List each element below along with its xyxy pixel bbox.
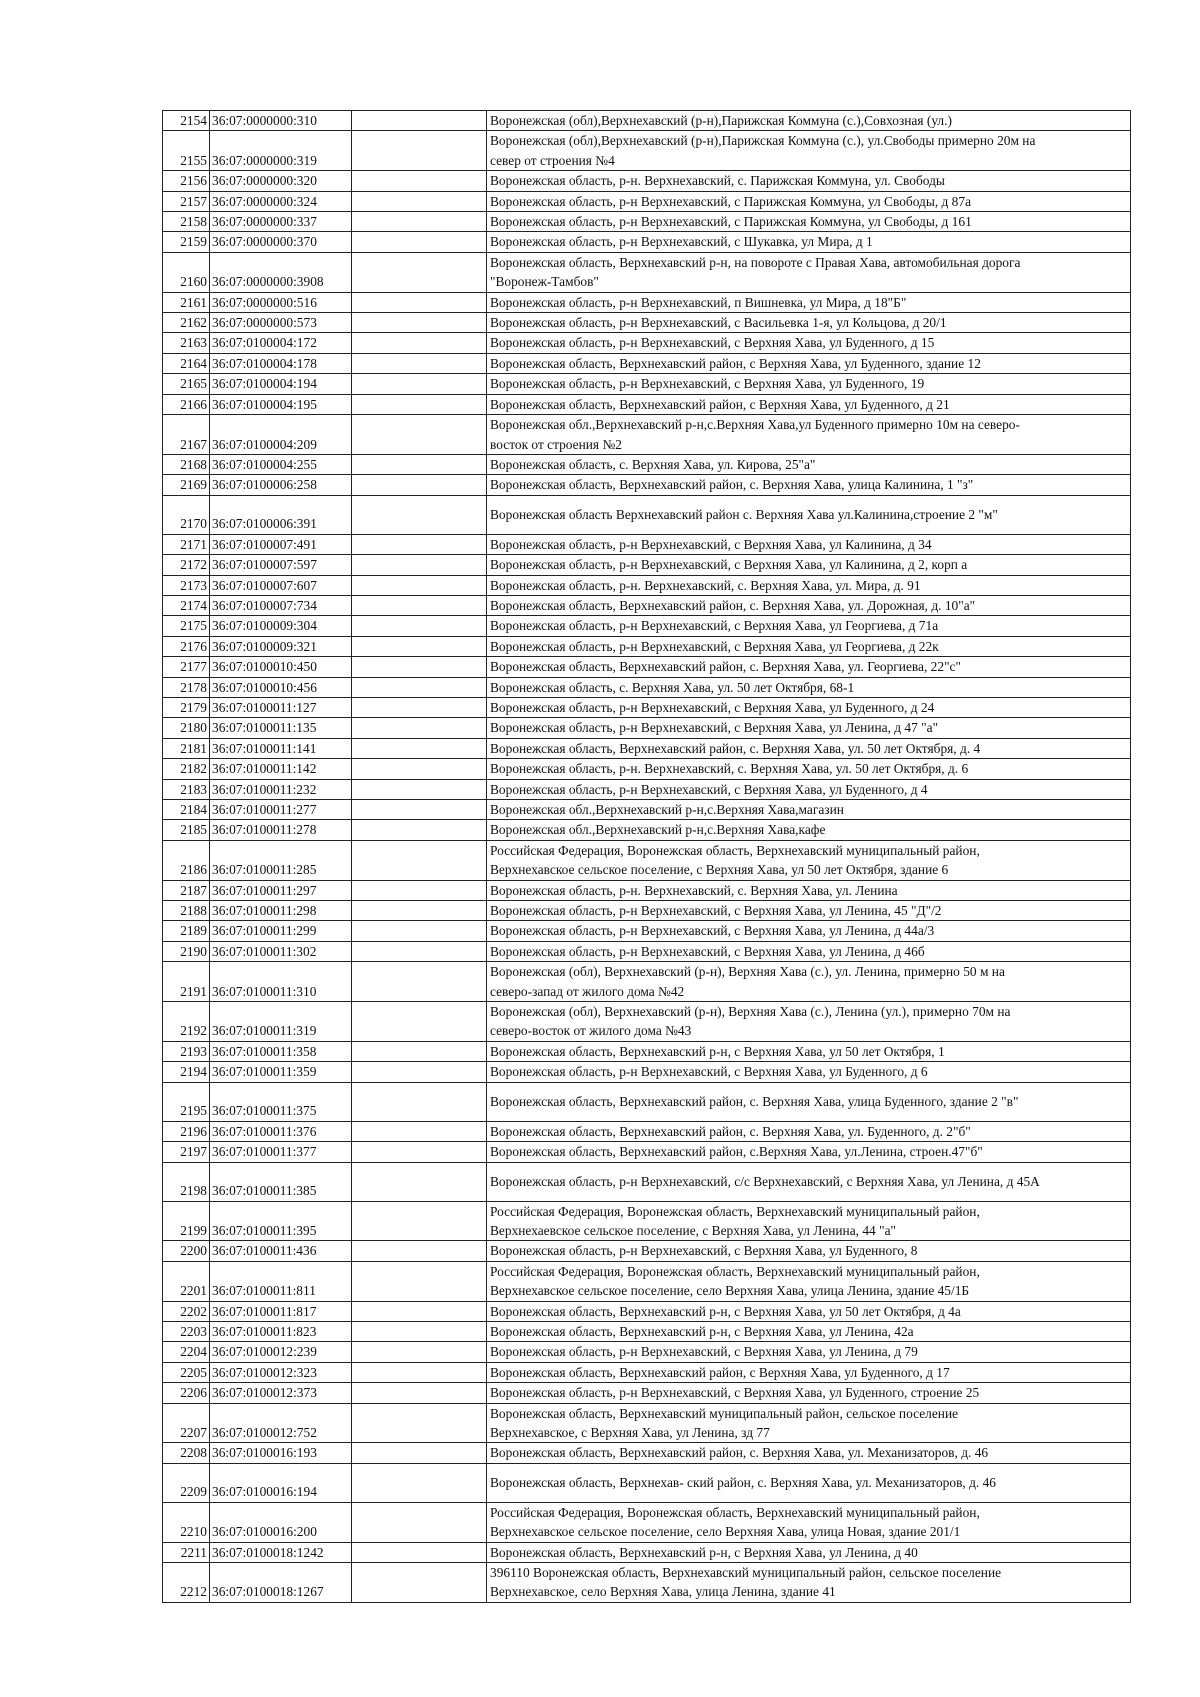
address-cell: Воронежская область, с. Верхняя Хава, ул. Кирова, 25"а": [487, 454, 1131, 474]
row-number-cell: 2206: [163, 1383, 210, 1403]
address-cell: Воронежская область, Верхнехавский район, с.Верхняя Хава, ул.Ленина, строен.47"б": [487, 1142, 1131, 1162]
address-cell: Воронежская область, р-н Верхнехавский, с Верхняя Хава, ул Ленина, д 44а/3: [487, 921, 1131, 941]
registry-table-body: [163, 111, 1131, 1603]
table-row: [163, 941, 1131, 961]
cadastral-number-cell: 36:07:0100011:358: [210, 1041, 352, 1061]
address-cell: Воронежская область, р-н Верхнехавский, с Верхняя Хава, ул Ленина, д 79: [487, 1342, 1131, 1362]
address-cell: Воронежская область, Верхнехавский район, с Верхняя Хава, ул Буденного, д 21: [487, 394, 1131, 414]
cadastral-number-cell: 36:07:0100011:375: [210, 1082, 352, 1121]
cadastral-number-cell: 36:07:0100007:734: [210, 595, 352, 615]
address-cell: Воронежская (обл), Верхнехавский (р-н), Верхняя Хава (с.), Ленина (ул.), примерно 70м на северо-восток от жилого дома №43: [487, 1002, 1131, 1042]
cadastral-number-cell: 36:07:0100011:142: [210, 759, 352, 779]
empty-cell: [352, 1002, 487, 1042]
empty-cell: [352, 232, 487, 252]
empty-cell: [352, 1301, 487, 1321]
empty-cell: [352, 595, 487, 615]
address-cell: Воронежская область, Верхнехавский район, с Верхняя Хава, ул Буденного, здание 12: [487, 353, 1131, 373]
table-row: [163, 1002, 1131, 1042]
cadastral-number-cell: 36:07:0100016:194: [210, 1463, 352, 1502]
table-row: [163, 534, 1131, 554]
address-cell: Воронежская область, р-н. Верхнехавский, с. Верхняя Хава, ул. Мира, д. 91: [487, 575, 1131, 595]
table-row: [163, 759, 1131, 779]
empty-cell: [352, 575, 487, 595]
empty-cell: [352, 131, 487, 171]
row-number-cell: 2176: [163, 636, 210, 656]
table-row: [163, 880, 1131, 900]
table-row: [163, 232, 1131, 252]
empty-cell: [352, 212, 487, 232]
row-number-cell: 2207: [163, 1403, 210, 1443]
row-number-cell: 2156: [163, 171, 210, 191]
address-cell: Воронежская область, р-н Верхнехавский, п Вишневка, ул Мира, д 18"Б": [487, 292, 1131, 312]
row-number-cell: 2185: [163, 820, 210, 840]
address-cell: Воронежская область, с. Верхняя Хава, ул. 50 лет Октября, 68-1: [487, 677, 1131, 697]
row-number-cell: 2164: [163, 353, 210, 373]
table-row: [163, 1542, 1131, 1562]
empty-cell: [352, 191, 487, 211]
address-cell: Воронежская область, Верхнехавский район, с. Верхняя Хава, улица Калинина, 1 "з": [487, 475, 1131, 495]
table-row: [163, 171, 1131, 191]
address-cell: Воронежская область, р-н Верхнехавский, с Верхняя Хава, ул Буденного, д 4: [487, 779, 1131, 799]
row-number-cell: 2168: [163, 454, 210, 474]
empty-cell: [352, 1041, 487, 1061]
address-cell: Российская Федерация, Воронежская область, Верхнехавский муниципальный район, Верхнехавское сельское поселение, село Верхняя Хава, улица Ленина, здание 45/1Б: [487, 1261, 1131, 1301]
row-number-cell: 2209: [163, 1463, 210, 1502]
address-cell: Воронежская область, р-н Верхнехавский, с Верхняя Хава, ул Георгиева, д 22к: [487, 636, 1131, 656]
table-row: [163, 353, 1131, 373]
cadastral-number-cell: 36:07:0000000:370: [210, 232, 352, 252]
cadastral-number-cell: 36:07:0000000:324: [210, 191, 352, 211]
table-row: [163, 595, 1131, 615]
address-cell: Воронежская область, р-н. Верхнехавский, с. Верхняя Хава, ул. 50 лет Октября, д. 6: [487, 759, 1131, 779]
table-row: [163, 495, 1131, 534]
empty-cell: [352, 394, 487, 414]
cadastral-number-cell: 36:07:0100018:1242: [210, 1542, 352, 1562]
cadastral-number-cell: 36:07:0000000:3908: [210, 252, 352, 292]
row-number-cell: 2160: [163, 252, 210, 292]
empty-cell: [352, 840, 487, 880]
table-row: [163, 901, 1131, 921]
cadastral-number-cell: 36:07:0100011:297: [210, 880, 352, 900]
cadastral-number-cell: 36:07:0000000:516: [210, 292, 352, 312]
empty-cell: [352, 718, 487, 738]
row-number-cell: 2179: [163, 697, 210, 717]
empty-cell: [352, 759, 487, 779]
cadastral-number-cell: 36:07:0100016:193: [210, 1443, 352, 1463]
cadastral-number-cell: 36:07:0100007:597: [210, 555, 352, 575]
address-cell: Воронежская область, р-н Верхнехавский, с Парижская Коммуна, ул Свободы, д 87а: [487, 191, 1131, 211]
address-cell: Воронежская область, р-н Верхнехавский, с Верхняя Хава, ул Ленина, д 46б: [487, 941, 1131, 961]
row-number-cell: 2199: [163, 1201, 210, 1241]
empty-cell: [352, 495, 487, 534]
empty-cell: [352, 1162, 487, 1201]
row-number-cell: 2195: [163, 1082, 210, 1121]
table-row: [163, 475, 1131, 495]
empty-cell: [352, 1142, 487, 1162]
table-row: [163, 131, 1131, 171]
address-cell: Воронежская область, Верхнехавский район, с. Верхняя Хава, ул. 50 лет Октября, д. 4: [487, 738, 1131, 758]
empty-cell: [352, 1403, 487, 1443]
row-number-cell: 2162: [163, 313, 210, 333]
row-number-cell: 2197: [163, 1142, 210, 1162]
cadastral-number-cell: 36:07:0100012:323: [210, 1362, 352, 1382]
table-row: [163, 575, 1131, 595]
address-cell: Воронежская область, р-н Верхнехавский, с Шукавка, ул Мира, д 1: [487, 232, 1131, 252]
table-row: [163, 636, 1131, 656]
empty-cell: [352, 657, 487, 677]
cadastral-number-cell: 36:07:0100011:127: [210, 697, 352, 717]
table-row: [163, 840, 1131, 880]
empty-cell: [352, 1463, 487, 1502]
cadastral-number-cell: 36:07:0100011:302: [210, 941, 352, 961]
cadastral-number-cell: 36:07:0100011:319: [210, 1002, 352, 1042]
table-row: [163, 1342, 1131, 1362]
cadastral-number-cell: 36:07:0100004:255: [210, 454, 352, 474]
cadastral-number-cell: 36:07:0100011:299: [210, 921, 352, 941]
address-cell: Воронежская область, Верхнехав- ский район, с. Верхняя Хава, ул. Механизаторов, д. 46: [487, 1463, 1131, 1502]
cadastral-number-cell: 36:07:0100009:321: [210, 636, 352, 656]
row-number-cell: 2163: [163, 333, 210, 353]
cadastral-number-cell: 36:07:0100011:298: [210, 901, 352, 921]
row-number-cell: 2166: [163, 394, 210, 414]
empty-cell: [352, 555, 487, 575]
empty-cell: [352, 353, 487, 373]
table-row: [163, 718, 1131, 738]
row-number-cell: 2198: [163, 1162, 210, 1201]
row-number-cell: 2158: [163, 212, 210, 232]
cadastral-number-cell: 36:07:0100004:195: [210, 394, 352, 414]
cadastral-number-cell: 36:07:0000000:320: [210, 171, 352, 191]
empty-cell: [352, 1261, 487, 1301]
row-number-cell: 2211: [163, 1542, 210, 1562]
empty-cell: [352, 1542, 487, 1562]
cadastral-number-cell: 36:07:0100018:1267: [210, 1563, 352, 1603]
cadastral-number-cell: 36:07:0100011:135: [210, 718, 352, 738]
empty-cell: [352, 415, 487, 455]
table-row: [163, 1162, 1131, 1201]
row-number-cell: 2170: [163, 495, 210, 534]
cadastral-number-cell: 36:07:0100009:304: [210, 616, 352, 636]
row-number-cell: 2178: [163, 677, 210, 697]
address-cell: Российская Федерация, Воронежская область, Верхнехавский муниципальный район, Верхнехаевское сельское поселение, с Верхняя Хава, ул Ленина, 44 "а": [487, 1201, 1131, 1241]
table-row: [163, 415, 1131, 455]
address-cell: Воронежская область, р-н Верхнехавский, с Верхняя Хава, ул Буденного, 8: [487, 1241, 1131, 1261]
cadastral-number-cell: 36:07:0100011:385: [210, 1162, 352, 1201]
address-cell: Воронежская область, Верхнехавский р-н, с Верхняя Хава, ул 50 лет Октября, 1: [487, 1041, 1131, 1061]
row-number-cell: 2174: [163, 595, 210, 615]
address-cell: Воронежская область, р-н Верхнехавский, с Верхняя Хава, ул Ленина, д 47 "а": [487, 718, 1131, 738]
address-cell: Воронежская (обл),Верхнехавский (р-н),Парижская Коммуна (с.),Совхозная (ул.): [487, 111, 1131, 131]
row-number-cell: 2154: [163, 111, 210, 131]
cadastral-number-cell: 36:07:0100011:359: [210, 1062, 352, 1082]
table-row: [163, 1403, 1131, 1443]
address-cell: Воронежская область, р-н Верхнехавский, с Верхняя Хава, ул Буденного, д 6: [487, 1062, 1131, 1082]
cadastral-number-cell: 36:07:0100011:232: [210, 779, 352, 799]
cadastral-number-cell: 36:07:0100011:395: [210, 1201, 352, 1241]
address-cell: Воронежская (обл),Верхнехавский (р-н),Парижская Коммуна (с.), ул.Свободы примерно 20м на север от строения №4: [487, 131, 1131, 171]
row-number-cell: 2183: [163, 779, 210, 799]
cadastral-number-cell: 36:07:0000000:310: [210, 111, 352, 131]
row-number-cell: 2159: [163, 232, 210, 252]
cadastral-number-cell: 36:07:0100012:239: [210, 1342, 352, 1362]
empty-cell: [352, 738, 487, 758]
empty-cell: [352, 1443, 487, 1463]
address-cell: Российская Федерация, Воронежская область, Верхнехавский муниципальный район, Верхнехавское сельское поселение, село Верхняя Хава, улица Новая, здание 201/1: [487, 1502, 1131, 1542]
address-cell: Воронежская область, Верхнехавский р-н, с Верхняя Хава, ул Ленина, д 40: [487, 1542, 1131, 1562]
row-number-cell: 2161: [163, 292, 210, 312]
cadastral-number-cell: 36:07:0100006:258: [210, 475, 352, 495]
address-cell: Воронежская область, р-н Верхнехавский, с Васильевка 1-я, ул Кольцова, д 20/1: [487, 313, 1131, 333]
address-cell: Воронежская область, р-н Верхнехавский, с Верхняя Хава, ул Георгиева, д 71а: [487, 616, 1131, 636]
address-cell: Воронежская область, р-н Верхнехавский, с Верхняя Хава, ул Калинина, д 2, корп а: [487, 555, 1131, 575]
empty-cell: [352, 921, 487, 941]
table-row: [163, 1241, 1131, 1261]
row-number-cell: 2175: [163, 616, 210, 636]
empty-cell: [352, 313, 487, 333]
table-row: [163, 1362, 1131, 1382]
address-cell: Воронежская область, р-н Верхнехавский, с Верхняя Хава, ул Буденного, д 15: [487, 333, 1131, 353]
cadastral-number-cell: 36:07:0100011:823: [210, 1321, 352, 1341]
address-cell: Воронежская область, Верхнехавский р-н, на повороте с Правая Хава, автомобильная дорога "Воронеж-Тамбов": [487, 252, 1131, 292]
row-number-cell: 2169: [163, 475, 210, 495]
row-number-cell: 2191: [163, 962, 210, 1002]
empty-cell: [352, 171, 487, 191]
row-number-cell: 2186: [163, 840, 210, 880]
address-cell: Воронежская область, р-н Верхнехавский, с Верхняя Хава, ул Буденного, 19: [487, 374, 1131, 394]
table-row: [163, 1563, 1131, 1603]
row-number-cell: 2167: [163, 415, 210, 455]
row-number-cell: 2200: [163, 1241, 210, 1261]
empty-cell: [352, 677, 487, 697]
table-row: [163, 1062, 1131, 1082]
row-number-cell: 2189: [163, 921, 210, 941]
table-row: [163, 1301, 1131, 1321]
empty-cell: [352, 454, 487, 474]
table-row: [163, 1502, 1131, 1542]
empty-cell: [352, 697, 487, 717]
cadastral-number-cell: 36:07:0100011:310: [210, 962, 352, 1002]
cadastral-number-cell: 36:07:0000000:573: [210, 313, 352, 333]
row-number-cell: 2210: [163, 1502, 210, 1542]
cadastral-number-cell: 36:07:0100011:278: [210, 820, 352, 840]
cadastral-number-cell: 36:07:0100007:491: [210, 534, 352, 554]
cadastral-number-cell: 36:07:0100011:436: [210, 1241, 352, 1261]
row-number-cell: 2201: [163, 1261, 210, 1301]
table-row: [163, 555, 1131, 575]
row-number-cell: 2165: [163, 374, 210, 394]
table-row: [163, 779, 1131, 799]
address-cell: Воронежская область, Верхнехавский р-н, с Верхняя Хава, ул 50 лет Октября, д 4а: [487, 1301, 1131, 1321]
row-number-cell: 2182: [163, 759, 210, 779]
address-cell: Воронежская область, Верхнехавский район, с. Верхняя Хава, ул. Дорожная, д. 10"а": [487, 595, 1131, 615]
address-cell: Воронежская обл.,Верхнехавский р-н,с.Верхняя Хава,ул Буденного примерно 10м на северо- восток от строения №2: [487, 415, 1131, 455]
cadastral-number-cell: 36:07:0100004:172: [210, 333, 352, 353]
empty-cell: [352, 941, 487, 961]
table-row: [163, 921, 1131, 941]
table-row: [163, 313, 1131, 333]
empty-cell: [352, 1201, 487, 1241]
table-row: [163, 111, 1131, 131]
address-cell: Воронежская область, р-н. Верхнехавский, с. Верхняя Хава, ул. Ленина: [487, 880, 1131, 900]
cadastral-number-cell: 36:07:0100004:209: [210, 415, 352, 455]
table-row: [163, 252, 1131, 292]
empty-cell: [352, 1383, 487, 1403]
table-row: [163, 962, 1131, 1002]
row-number-cell: 2208: [163, 1443, 210, 1463]
empty-cell: [352, 962, 487, 1002]
address-cell: Воронежская область, р-н. Верхнехавский, с. Парижская Коммуна, ул. Свободы: [487, 171, 1131, 191]
table-row: [163, 212, 1131, 232]
table-row: [163, 1261, 1131, 1301]
row-number-cell: 2181: [163, 738, 210, 758]
address-cell: Воронежская область Верхнехавский район с. Верхняя Хава ул.Калинина,строение 2 "м": [487, 495, 1131, 534]
empty-cell: [352, 901, 487, 921]
cadastral-number-cell: 36:07:0100016:200: [210, 1502, 352, 1542]
address-cell: Воронежская область, р-н Верхнехавский, с Верхняя Хава, ул Буденного, д 24: [487, 697, 1131, 717]
cadastral-number-cell: 36:07:0100010:456: [210, 677, 352, 697]
table-row: [163, 1321, 1131, 1341]
cadastral-number-cell: 36:07:0100011:377: [210, 1142, 352, 1162]
table-row: [163, 292, 1131, 312]
address-cell: Воронежская (обл), Верхнехавский (р-н), Верхняя Хава (с.), ул. Ленина, примерно 50 м на северо-запад от жилого дома №42: [487, 962, 1131, 1002]
address-cell: Воронежская область, р-н Верхнехавский, с Верхняя Хава, ул Калинина, д 34: [487, 534, 1131, 554]
cadastral-number-cell: 36:07:0100010:450: [210, 657, 352, 677]
empty-cell: [352, 292, 487, 312]
address-cell: Воронежская область, Верхнехавский район, с. Верхняя Хава, ул. Георгиева, 22"с": [487, 657, 1131, 677]
empty-cell: [352, 636, 487, 656]
empty-cell: [352, 252, 487, 292]
row-number-cell: 2196: [163, 1121, 210, 1141]
empty-cell: [352, 1121, 487, 1141]
cadastral-number-cell: 36:07:0000000:319: [210, 131, 352, 171]
table-row: [163, 1082, 1131, 1121]
table-row: [163, 1443, 1131, 1463]
row-number-cell: 2190: [163, 941, 210, 961]
address-cell: Воронежская область, р-н Верхнехавский, с Парижская Коммуна, ул Свободы, д 161: [487, 212, 1131, 232]
empty-cell: [352, 374, 487, 394]
address-cell: Воронежская область, Верхнехавский р-н, с Верхняя Хава, ул Ленина, 42а: [487, 1321, 1131, 1341]
row-number-cell: 2212: [163, 1563, 210, 1603]
empty-cell: [352, 534, 487, 554]
empty-cell: [352, 1342, 487, 1362]
empty-cell: [352, 1362, 487, 1382]
row-number-cell: 2184: [163, 800, 210, 820]
row-number-cell: 2193: [163, 1041, 210, 1061]
cadastral-number-cell: 36:07:0100006:391: [210, 495, 352, 534]
empty-cell: [352, 1502, 487, 1542]
row-number-cell: 2194: [163, 1062, 210, 1082]
empty-cell: [352, 1563, 487, 1603]
row-number-cell: 2188: [163, 901, 210, 921]
table-row: [163, 616, 1131, 636]
row-number-cell: 2202: [163, 1301, 210, 1321]
cadastral-number-cell: 36:07:0100011:811: [210, 1261, 352, 1301]
empty-cell: [352, 333, 487, 353]
table-row: [163, 697, 1131, 717]
address-cell: Воронежская область, р-н Верхнехавский, с/с Верхнехавский, с Верхняя Хава, ул Ленина, д 45А: [487, 1162, 1131, 1201]
empty-cell: [352, 111, 487, 131]
cadastral-number-cell: 36:07:0100011:817: [210, 1301, 352, 1321]
address-cell: Российская Федерация, Воронежская область, Верхнехавский муниципальный район, Верхнехавское сельское поселение, с Верхняя Хава, ул 50 лет Октября, здание 6: [487, 840, 1131, 880]
row-number-cell: 2204: [163, 1342, 210, 1362]
empty-cell: [352, 779, 487, 799]
table-row: [163, 191, 1131, 211]
empty-cell: [352, 1321, 487, 1341]
table-row: [163, 454, 1131, 474]
cadastral-number-cell: 36:07:0100004:194: [210, 374, 352, 394]
row-number-cell: 2172: [163, 555, 210, 575]
table-row: [163, 657, 1131, 677]
table-row: [163, 394, 1131, 414]
table-row: [163, 1383, 1131, 1403]
address-cell: Воронежская область, Верхнехавский муниципальный район, сельское поселение Верхнехавское, с Верхняя Хава, ул Ленина, зд 77: [487, 1403, 1131, 1443]
table-row: [163, 1142, 1131, 1162]
table-row: [163, 1201, 1131, 1241]
cadastral-number-cell: 36:07:0100012:373: [210, 1383, 352, 1403]
address-cell: 396110 Воронежская область, Верхнехавский муниципальный район, сельское поселение Верхнехавское, село Верхняя Хава, улица Ленина, здание 41: [487, 1563, 1131, 1603]
cadastral-number-cell: 36:07:0100011:285: [210, 840, 352, 880]
address-cell: Воронежская область, Верхнехавский район, с Верхняя Хава, ул Буденного, д 17: [487, 1362, 1131, 1382]
empty-cell: [352, 475, 487, 495]
registry-table: [162, 110, 1131, 1603]
address-cell: Воронежская область, р-н Верхнехавский, с Верхняя Хава, ул Буденного, строение 25: [487, 1383, 1131, 1403]
table-row: [163, 1463, 1131, 1502]
table-row: [163, 800, 1131, 820]
empty-cell: [352, 1241, 487, 1261]
row-number-cell: 2173: [163, 575, 210, 595]
cadastral-number-cell: 36:07:0100011:277: [210, 800, 352, 820]
row-number-cell: 2180: [163, 718, 210, 738]
empty-cell: [352, 616, 487, 636]
row-number-cell: 2203: [163, 1321, 210, 1341]
cadastral-number-cell: 36:07:0100012:752: [210, 1403, 352, 1443]
table-row: [163, 677, 1131, 697]
table-row: [163, 333, 1131, 353]
table-row: [163, 820, 1131, 840]
empty-cell: [352, 1062, 487, 1082]
table-row: [163, 374, 1131, 394]
address-cell: Воронежская область, Верхнехавский район, с. Верхняя Хава, улица Буденного, здание 2 "в": [487, 1082, 1131, 1121]
empty-cell: [352, 820, 487, 840]
address-cell: Воронежская обл.,Верхнехавский р-н,с.Верхняя Хава,кафе: [487, 820, 1131, 840]
table-row: [163, 1121, 1131, 1141]
row-number-cell: 2205: [163, 1362, 210, 1382]
cadastral-number-cell: 36:07:0100011:376: [210, 1121, 352, 1141]
address-cell: Воронежская область, Верхнехавский район, с. Верхняя Хава, ул. Механизаторов, д. 46: [487, 1443, 1131, 1463]
row-number-cell: 2155: [163, 131, 210, 171]
cadastral-number-cell: 36:07:0100007:607: [210, 575, 352, 595]
address-cell: Воронежская область, р-н Верхнехавский, с Верхняя Хава, ул Ленина, 45 "Д"/2: [487, 901, 1131, 921]
row-number-cell: 2187: [163, 880, 210, 900]
row-number-cell: 2177: [163, 657, 210, 677]
row-number-cell: 2192: [163, 1002, 210, 1042]
table-row: [163, 738, 1131, 758]
empty-cell: [352, 1082, 487, 1121]
table-row: [163, 1041, 1131, 1061]
cadastral-number-cell: 36:07:0100011:141: [210, 738, 352, 758]
row-number-cell: 2171: [163, 534, 210, 554]
empty-cell: [352, 800, 487, 820]
row-number-cell: 2157: [163, 191, 210, 211]
cadastral-number-cell: 36:07:0000000:337: [210, 212, 352, 232]
address-cell: Воронежская область, Верхнехавский район, с. Верхняя Хава, ул. Буденного, д. 2"б": [487, 1121, 1131, 1141]
address-cell: Воронежская обл.,Верхнехавский р-н,с.Верхняя Хава,магазин: [487, 800, 1131, 820]
cadastral-number-cell: 36:07:0100004:178: [210, 353, 352, 373]
empty-cell: [352, 880, 487, 900]
